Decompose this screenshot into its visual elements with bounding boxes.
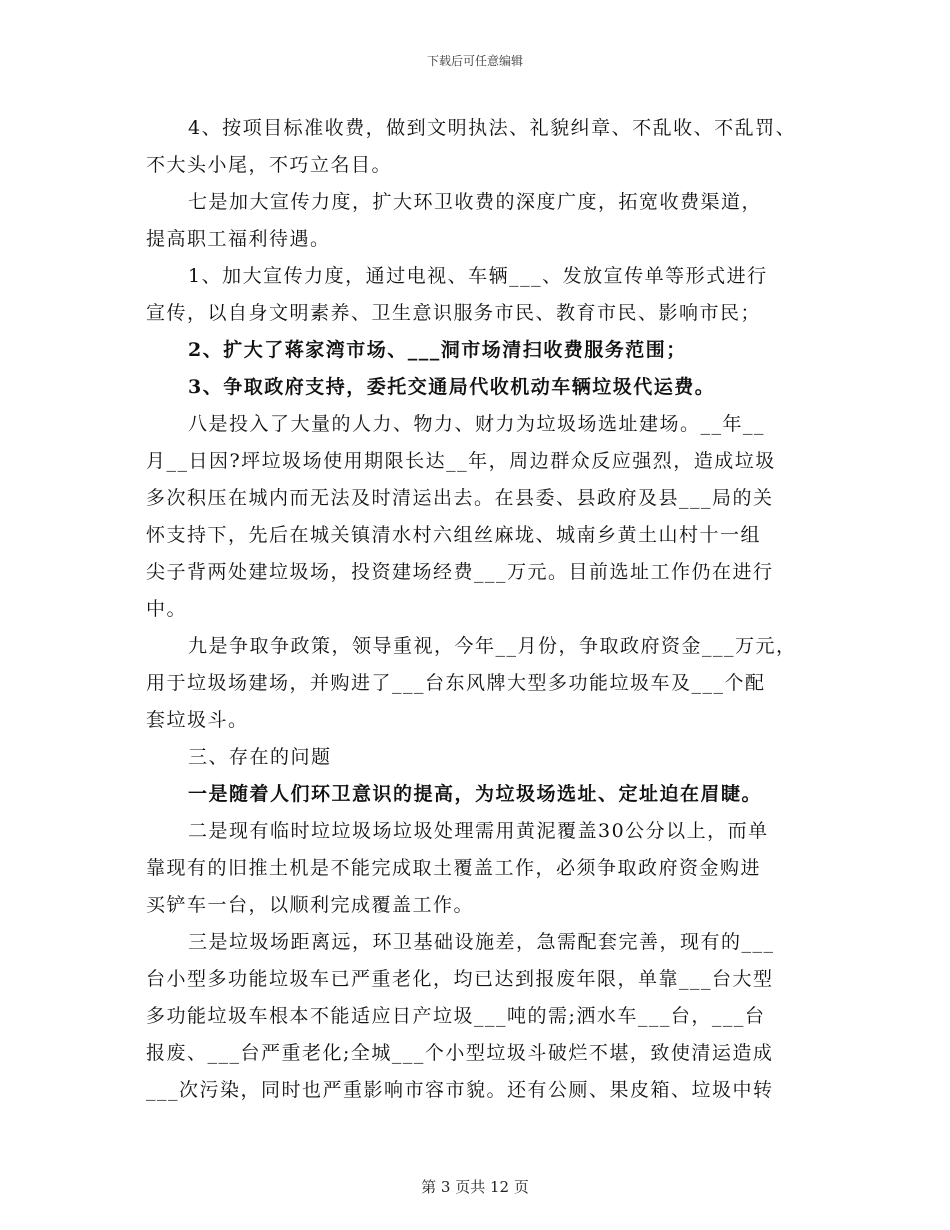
text-line: 不大头小尾，不巧立名目。 (146, 154, 393, 176)
page-number: 第 3 页共 12 页 (421, 1178, 529, 1196)
text-line: ___次污染，同时也严重影响市容市貌。还有公厕、果皮箱、垃圾中转 (146, 1079, 774, 1101)
page-header: 下载后可任意编辑 (426, 54, 523, 68)
text-line: 宣传，以自身文明素养、卫生意识服务市民、教育市民、影响市民； (146, 302, 762, 324)
text-line: 靠现有的旧推土机是不能完成取土覆盖工作，必须争取政府资金购进 (146, 857, 762, 879)
text-line: 怀支持下，先后在城关镇清水村六组丝麻垅、城南乡黄土山村十一组 (146, 524, 762, 546)
bold-text-line: 一是随着人们环卫意识的提高，为垃圾场选址、定址迫在眉睫。 (188, 783, 763, 805)
text-line: 八是投入了大量的人力、物力、财力为垃圾场选址建场。__年__ (188, 413, 766, 435)
text-line: 4、按项目标准收费，做到文明执法、礼貌纠章、不乱收、不乱罚、 (188, 117, 797, 139)
text-line: 1、加大宣传力度，通过电视、车辆___、发放宣传单等形式进行 (188, 265, 768, 287)
text-line: 报废、___台严重老化;全城___个小型垃圾斗破烂不堪，致使清运造成 (146, 1042, 774, 1064)
text-line: 买铲车一台，以顺利完成覆盖工作。 (146, 894, 475, 916)
bold-text-line: 3、争取政府支持，委托交通局代收机动车辆垃圾代运费。 (188, 376, 716, 398)
text-line: 台小型多功能垃圾车已严重老化，均已达到报废年限，单靠___台大型 (146, 968, 774, 990)
text-line: 提高职工福利待遇。 (146, 228, 331, 250)
text-line: 尖子背两处建垃圾场，投资建场经费___万元。目前选址工作仍在进行 (146, 561, 774, 583)
text-line: 多功能垃圾车根本不能适应日产垃圾___吨的需;洒水车___台，___台 (146, 1005, 766, 1027)
text-line: 套垃圾斗。 (146, 709, 249, 731)
text-line: 多次积压在城内而无法及时清运出去。在县委、县政府及县___局的关 (146, 487, 774, 509)
section-heading: 三、存在的问题 (188, 746, 332, 768)
text-line: 月__日因?坪垃圾场使用期限长达__年，周边群众反应强烈，造成垃圾 (146, 450, 776, 472)
text-line: 三是垃圾场距离远，环卫基础设施差，急需配套完善，现有的___ (188, 931, 775, 953)
text-line: 中。 (146, 598, 188, 620)
text-line: 九是争取争政策，领导重视，今年__月份，争取政府资金___万元， (188, 635, 797, 657)
text-line: 二是现有临时垃垃圾场垃圾处理需用黄泥覆盖30公分以上，而单 (188, 820, 769, 842)
text-line: 用于垃圾场建场，并购进了___台东风牌大型多功能垃圾车及___个配 (146, 672, 766, 694)
bold-text-line: 2、扩大了蒋家湾市场、___洞市场清扫收费服务范围； (188, 339, 687, 361)
text-line: 七是加大宣传力度，扩大环卫收费的深度广度，拓宽收费渠道， (188, 191, 763, 213)
